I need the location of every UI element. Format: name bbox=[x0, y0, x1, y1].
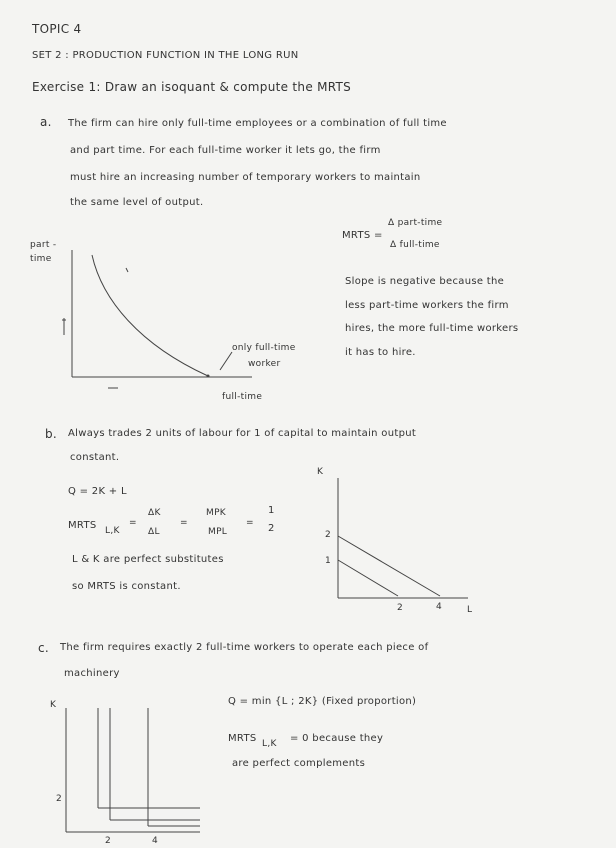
part-b-frac3-den: 2 bbox=[268, 523, 275, 534]
topic-heading: TOPIC 4 bbox=[32, 22, 82, 36]
part-b-x-tick-2: 2 bbox=[397, 603, 404, 613]
part-b-frac1-den: ΔL bbox=[148, 527, 160, 537]
part-a-line-4: the same level of output. bbox=[70, 197, 204, 208]
part-c-mrts-line-2: are perfect complements bbox=[232, 758, 366, 769]
part-b-frac3-num: 1 bbox=[268, 505, 275, 516]
part-b-equals-1: = bbox=[129, 518, 137, 528]
part-c-y-axis-label: K bbox=[50, 700, 57, 710]
part-a-slope-line-1: Slope is negative because the bbox=[345, 276, 505, 287]
part-b-line-2: constant. bbox=[70, 452, 120, 463]
part-a-line-3: must hire an increasing number of temporary workers to maintain bbox=[70, 172, 421, 183]
part-b-frac1-num: ΔK bbox=[148, 508, 161, 518]
part-c-x-tick-4: 4 bbox=[152, 836, 159, 846]
set-heading: SET 2 : PRODUCTION FUNCTION IN THE LONG RUN bbox=[32, 50, 299, 61]
part-c-mrts-subscript: L,K bbox=[262, 739, 277, 749]
part-c-line-2: machinery bbox=[64, 668, 120, 679]
part-b-y-tick-1: 1 bbox=[325, 556, 332, 566]
part-b-line-1: Always trades 2 units of labour for 1 of capital to maintain output bbox=[68, 428, 417, 439]
part-b-x-tick-4: 4 bbox=[436, 602, 443, 612]
part-a-mrts-numerator: Δ part-time bbox=[388, 218, 443, 228]
part-c-letter: c. bbox=[38, 641, 50, 655]
part-a-y-axis-label-2: time bbox=[30, 254, 52, 264]
part-c-line-1: The firm requires exactly 2 full-time workers to operate each piece of bbox=[60, 642, 429, 653]
part-b-mrts-label: MRTS bbox=[68, 520, 97, 531]
exercise-heading: Exercise 1: Draw an isoquant & compute the MRTS bbox=[32, 80, 352, 94]
part-b-equals-2: = bbox=[180, 518, 188, 528]
part-a-point-label-1: only full-time bbox=[232, 343, 296, 353]
part-b-note-line-1: L & K are perfect substitutes bbox=[72, 554, 224, 565]
part-c-mrts-label: MRTS bbox=[228, 733, 257, 744]
part-c-x-tick-2: 2 bbox=[105, 836, 112, 846]
part-a-slope-line-2: less part-time workers the firm bbox=[345, 300, 509, 311]
part-a-mrts-label: MRTS = bbox=[342, 230, 383, 241]
part-b-note-line-2: so MRTS is constant. bbox=[72, 581, 181, 592]
part-a-slope-line-3: hires, the more full-time workers bbox=[345, 323, 519, 334]
part-b-frac2-den: MPL bbox=[208, 527, 228, 537]
part-b-mrts-subscript: L,K bbox=[105, 526, 120, 536]
part-b-letter: b. bbox=[45, 427, 58, 441]
part-a-line-1: The firm can hire only full-time employees or a combination of full time bbox=[68, 118, 447, 129]
part-b-y-tick-2: 2 bbox=[325, 530, 332, 540]
part-a-mrts-denominator: Δ full-time bbox=[390, 240, 440, 250]
part-c-mrts-rest: = 0 because they bbox=[290, 733, 384, 744]
part-b-equation: Q = 2K + L bbox=[68, 486, 127, 497]
part-b-y-axis-label: K bbox=[317, 467, 324, 477]
part-c-y-tick-2: 2 bbox=[56, 794, 63, 804]
part-c-equation: Q = min {L ; 2K} (Fixed proportion) bbox=[228, 696, 417, 707]
part-b-equals-3: = bbox=[246, 518, 254, 528]
part-b-x-axis-label: L bbox=[467, 605, 473, 615]
part-a-y-axis-label-1: part - bbox=[30, 240, 57, 250]
part-a-line-2: and part time. For each full-time worker it lets go, the firm bbox=[70, 145, 381, 156]
part-a-slope-line-4: it has to hire. bbox=[345, 347, 416, 358]
part-b-frac2-num: MPK bbox=[206, 508, 226, 518]
part-a-x-axis-label: full-time bbox=[222, 392, 263, 402]
part-a-letter: a. bbox=[40, 115, 52, 129]
part-a-point-label-2: worker bbox=[248, 359, 281, 369]
